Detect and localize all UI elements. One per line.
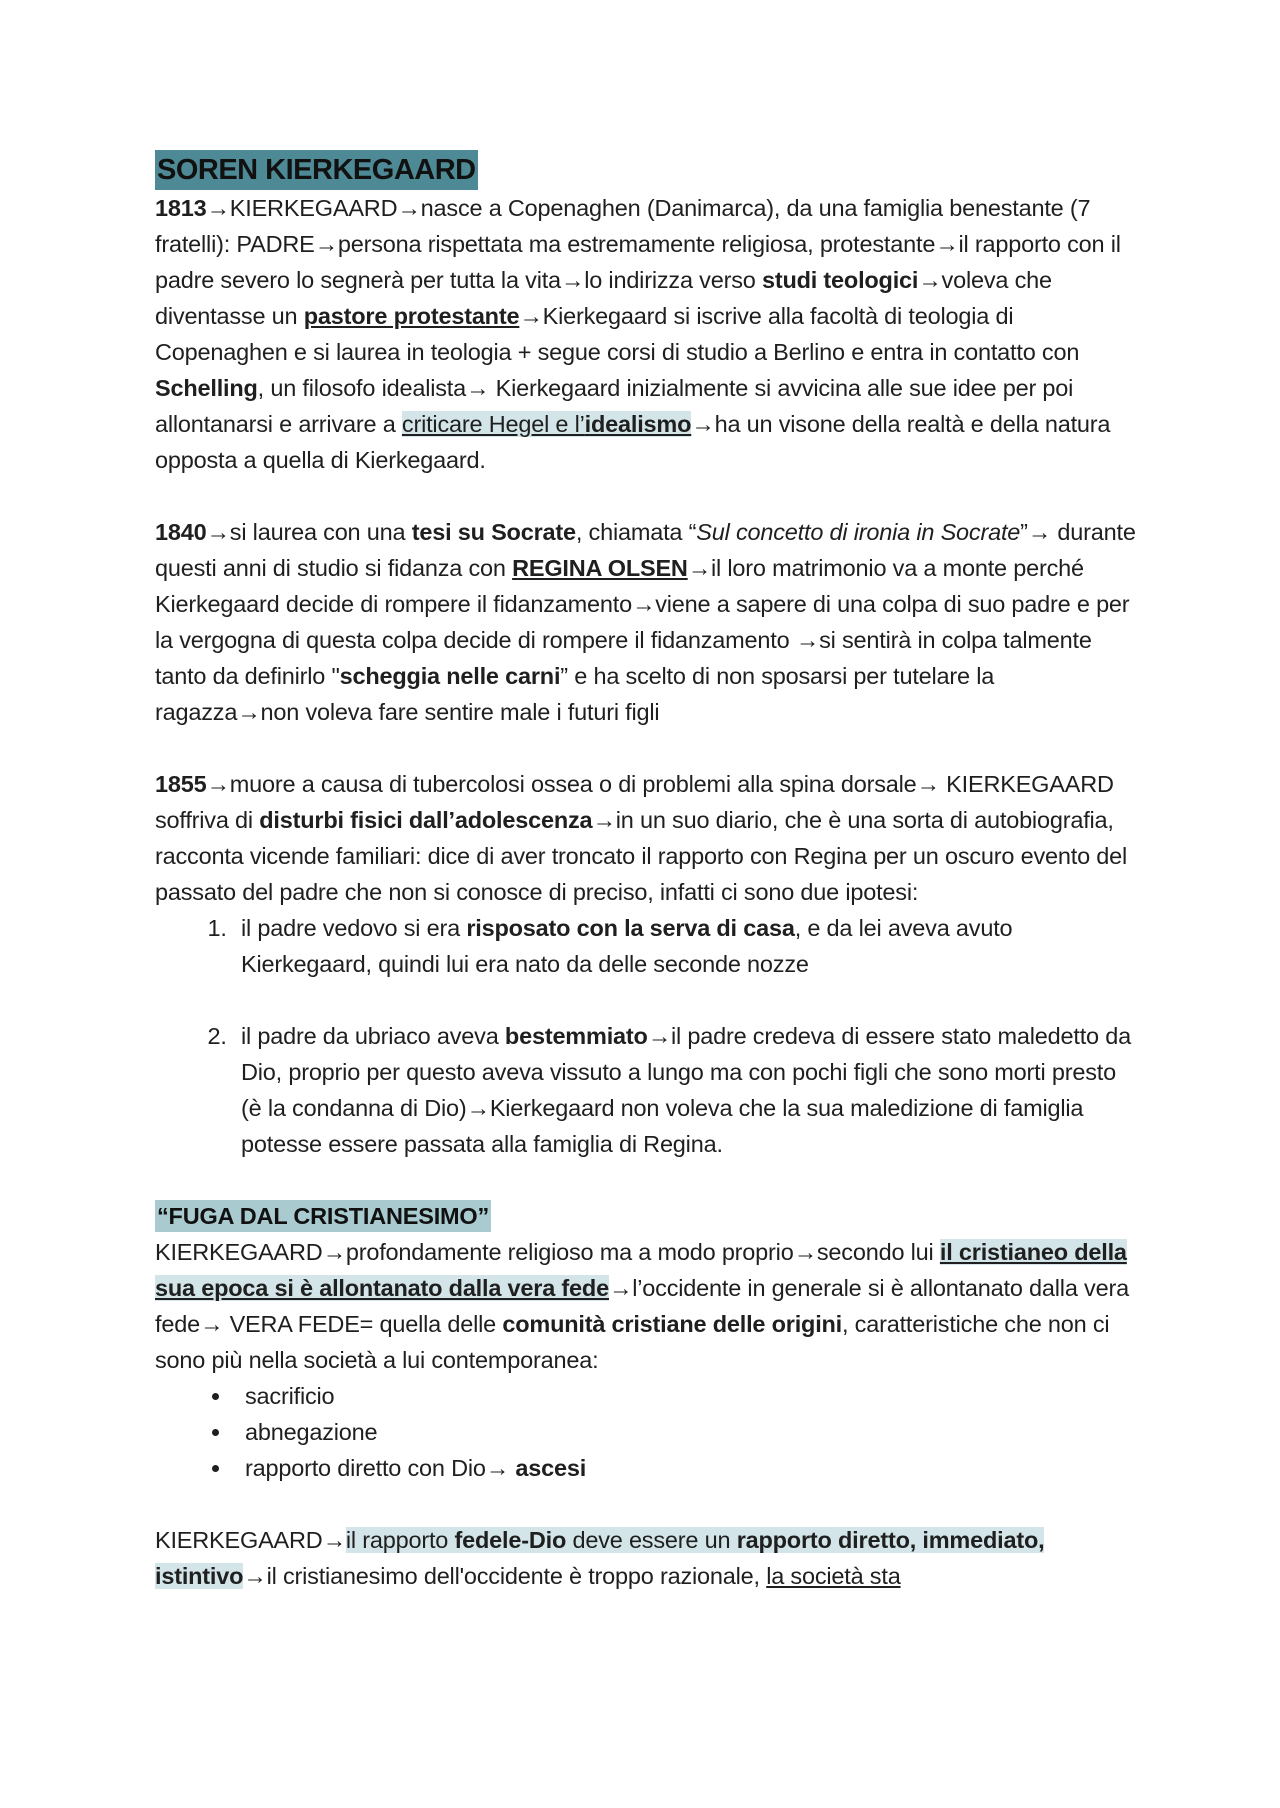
hypotheses-list xyxy=(155,910,1140,1162)
year-1855: 1855 xyxy=(155,771,207,797)
list-item: 1. il padre vedovo si era risposato con la serva di casa, e da lei aveva avuto Kierkegaard, quindi lui era nato da delle seconde nozze xyxy=(233,910,1140,1018)
regina-olsen: REGINA OLSEN xyxy=(512,555,688,581)
document-content xyxy=(155,150,1140,1594)
highlight-rapporto-diretto: rapporto diretto, immediato, istintivo xyxy=(155,1527,1045,1589)
highlight-criticare-hegel: criticare Hegel e l’ xyxy=(401,411,585,437)
section-heading: “FUGA DAL CRISTIANESIMO” xyxy=(155,1200,491,1232)
list-item: 2. il padre da ubriaco aveva bestemmiato→il padre credeva di essere stato maledetto da Dio, proprio per questo aveva vissuto a lungo ma con pochi figli che sono morti presto (è la condanna di Dio)→Kierkegaard non voleva che la sua maledizione di famiglia potesse essere passata alla famiglia di Regina. xyxy=(233,1018,1140,1162)
highlight-cristianeo: il cristianeo della sua epoca si è allontanato dalla vera fede xyxy=(155,1239,1127,1301)
page-title: SOREN KIERKEGAARD xyxy=(155,150,478,190)
list-item: • abnegazione xyxy=(233,1414,1140,1450)
year-1840: 1840 xyxy=(155,519,207,545)
list-item: • rapporto diretto con Dio→ ascesi xyxy=(233,1450,1140,1486)
paragraph-1840: 1840→si laurea con una tesi su Socrate, chiamata “Sul concetto di ironia in Socrate”→ durante questi anni di studio si fidanza con REGINA OLSEN→il loro matrimonio va a monte perché Kierkegaard decide di rompere il fidanzamento→viene a sapere di una colpa di suo padre e per la vergogna di questa colpa decide di rompere il fidanzamento →si sentirà in colpa talmente tanto da definirlo "scheggia nelle carni” e ha scelto di non sposarsi per tutelare la ragazza→non voleva fare sentire male i futuri figli xyxy=(155,519,1136,725)
paragraph-fuga: KIERKEGAARD→profondamente religioso ma a modo proprio→secondo lui il cristianeo della sua epoca si è allontanato dalla vera fede→l’occidente in generale si è allontanato dalla vera fede→ VERA FEDE= quella delle comunità cristiane delle origini, caratteristiche che non ci sono più nella società a lui contemporanea: xyxy=(155,1239,1129,1373)
paragraph-1813: 1813→KIERKEGAARD→nasce a Copenaghen (Danimarca), da una famiglia benestante (7 fratelli): PADRE→persona rispettata ma estremamente religiosa, protestante→il rapporto con il padre severo lo segnerà per tutta la vita→lo indirizza verso studi teologici→voleva che diventasse un pastore protestante→Kierkegaard si iscrive alla facoltà di teologia di Copenaghen e si laurea in teologia + segue corsi di studio a Berlino e entra in contatto con Schelling, un filosofo idealista→ Kierkegaard inizialmente si avvicina alle sue idee per poi allontanarsi e arrivare a criticare Hegel e l’idealismo→ha un visone della realtà e della natura opposta a quella di Kierkegaard. xyxy=(155,195,1121,473)
paragraph-rapporto: KIERKEGAARD→il rapporto fedele-Dio deve essere un rapporto diretto, immediato, istintivo→il cristianesimo dell'occidente è troppo razionale, la società sta xyxy=(155,1527,1045,1589)
characteristics-list xyxy=(155,1378,1140,1486)
paragraph-1855: 1855→muore a causa di tubercolosi ossea o di problemi alla spina dorsale→ KIERKEGAARD soffriva di disturbi fisici dall’adolescenza→in un suo diario, che è una sorta di autobiografia, racconta vicende familiari: dice di aver troncato il rapporto con Regina per un oscuro evento del passato del padre che non si conosce di preciso, infatti ci sono due ipotesi: xyxy=(155,771,1128,905)
list-item: • sacrificio xyxy=(233,1378,1140,1414)
year-1813: 1813 xyxy=(155,195,207,221)
